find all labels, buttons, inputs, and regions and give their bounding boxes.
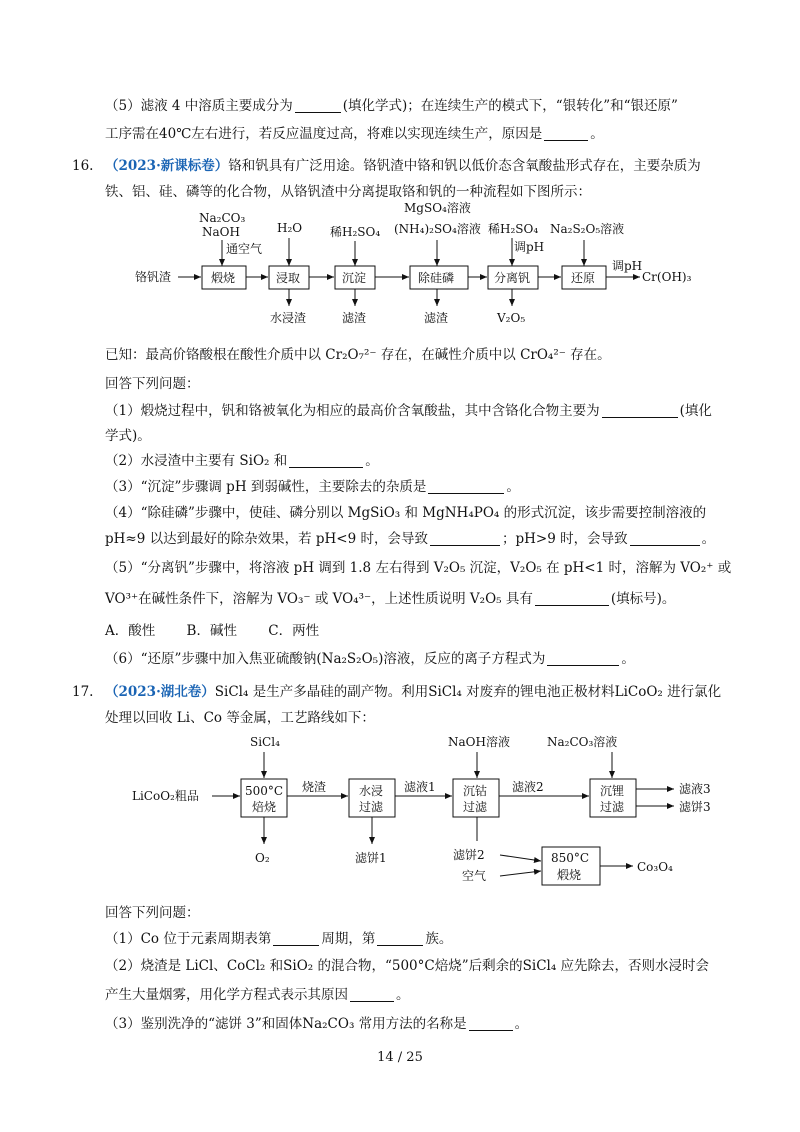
- q17-part1: （1）Co 位于元素周期表第 周期，第 族。: [105, 931, 453, 947]
- output-residue: 滤渣: [342, 311, 367, 325]
- q17-part2-cont: 产生大量烟雾，用化学方程式表示其原因 。: [105, 987, 410, 1003]
- page-number: 14 / 25: [377, 1050, 423, 1065]
- q16-part1-cont: 学式)。: [105, 428, 151, 444]
- step-label: 沉淀: [342, 271, 367, 285]
- input-na2co3: Na₂CO₃溶液: [547, 735, 618, 749]
- svg-text:过滤: 过滤: [359, 800, 384, 814]
- input-adjust-ph: 调pH: [514, 240, 545, 254]
- input-sicl4: SiCl₄: [250, 735, 280, 749]
- answer-blank[interactable]: [350, 987, 394, 1002]
- question-text: 铬和钒具有广泛用途。铬钒渣中铬和钒以低价态含氧酸盐形式存在，主要杂质为: [228, 158, 701, 174]
- svg-text:煅烧: 煅烧: [557, 868, 582, 882]
- output-cake2: 滤饼2: [453, 848, 485, 862]
- input-air: 通空气: [226, 242, 263, 256]
- input-mgso4: MgSO₄溶液: [404, 201, 471, 215]
- svg-text:850°C: 850°C: [551, 851, 590, 865]
- input-na2s2o5: Na₂S₂O₅溶液: [550, 222, 625, 236]
- q16-part4-cont: pH≈9 以达到最好的除杂效果，若 pH<9 时，会导致 ；pH>9 时，会导致 。: [105, 531, 716, 547]
- temperature-value: 40: [159, 126, 177, 142]
- step-label: 分离钒: [494, 271, 531, 285]
- input-dilute-h2so4: 稀H₂SO₄: [330, 225, 381, 239]
- q16-part1: （1）煅烧过程中，钒和铬被氧化为相应的最高价含氧酸盐，其中含铬化合物主要为 (填化: [105, 403, 712, 419]
- q16-part5-cont: VO³⁺在碱性条件下，溶解为 VO₃⁻ 或 VO₄³⁻，上述性质说明 V₂O₅ 具有 (填标号)。: [105, 591, 676, 607]
- input-h2o: H₂O: [277, 221, 303, 235]
- input-naoh: NaOH: [202, 225, 240, 239]
- svg-text:沉锂: 沉锂: [600, 784, 625, 798]
- step-label: 浸取: [276, 271, 301, 285]
- question-source: （2023·新课标卷）: [105, 158, 229, 174]
- output-residue: 滤渣: [424, 311, 449, 325]
- q16-intro-line2: 铁、铝、硅、磷等的化合物，从铬钒渣中分离提取铬和钒的一种流程如下图所示：: [105, 184, 591, 200]
- label-slag: 烧渣: [302, 780, 327, 794]
- q17-intro-line2: 处理以回收 Li、Co 等金属，工艺路线如下：: [105, 710, 375, 726]
- q16-part6: （6）“还原”步骤中加入焦亚硫酸钠(Na₂S₂O₅)溶液，反应的离子方程式为 。: [105, 651, 635, 667]
- q16-part2: （2）水浸渣中主要有 SiO₂ 和 。: [105, 453, 379, 469]
- label-adjust-ph: 调pH: [612, 259, 643, 273]
- start-licoo2: LiCoO₂粗品: [132, 789, 199, 803]
- step-label: 除硅磷: [418, 271, 455, 285]
- q16-part5: （5）“分离钒”步骤中，将溶液 pH 调到 1.8 左右得到 V₂O₅ 沉淀，V₂O₅ 在 pH<1 时，溶解为 VO₂⁺ 或: [105, 560, 732, 576]
- output-v2o5: V₂O₅: [497, 311, 526, 325]
- q15-text: (填化学式)；在连续生产的模式下，“银转化”和“银还原”: [342, 98, 678, 114]
- q17-intro-line1: 17. （2023·湖北卷）SiCl₄ 是生产多晶硅的副产物。利用SiCl₄ 对废弃的锂电池正极材料LiCoO₂ 进行氯化: [72, 684, 722, 700]
- product-co3o4: Co₃O₄: [637, 860, 673, 874]
- output-filtrate3: 滤液3: [679, 782, 711, 796]
- svg-text:过滤: 过滤: [600, 800, 625, 814]
- svg-text:沉钴: 沉钴: [463, 784, 488, 798]
- q15-text: （5）滤液 4 中溶质主要成分为: [105, 98, 293, 114]
- answer-blank[interactable]: [377, 931, 423, 946]
- svg-text:水浸: 水浸: [359, 784, 384, 798]
- input-naoh: NaOH溶液: [448, 735, 510, 749]
- output-cake3: 滤饼3: [679, 800, 711, 814]
- answer-options: A．酸性 B．碱性 C．两性: [105, 623, 320, 639]
- svg-text:焙烧: 焙烧: [252, 800, 277, 814]
- svg-text:500°C: 500°C: [245, 784, 284, 798]
- input-dilute-h2so4-2: 稀H₂SO₄: [488, 222, 539, 236]
- q15-text: ℃左右进行，若反应温度过高，将难以实现连续生产，原因是: [176, 126, 543, 142]
- q15-part5-line2: 工序需在40℃左右进行，若反应温度过高，将难以实现连续生产，原因是 。: [105, 126, 604, 142]
- output-cake1: 滤饼1: [355, 851, 387, 865]
- label-filtrate2: 滤液2: [512, 780, 544, 794]
- svg-text:过滤: 过滤: [463, 800, 488, 814]
- product-croh3: Cr(OH)₃: [642, 270, 692, 284]
- question-number: 17.: [72, 684, 94, 700]
- q17-part3: （3）鉴别洗净的“滤饼 3”和固体Na₂CO₃ 常用方法的名称是 。: [105, 1016, 529, 1032]
- q17-part2: （2）烧渣是 LiCl、CoCl₂ 和SiO₂ 的混合物，“500°C焙烧”后剩余的SiCl₄ 应先除去，否则水浸时会: [105, 958, 710, 974]
- q16-known: 已知：最高价铬酸根在酸性介质中以 Cr₂O₇²⁻ 存在，在碱性介质中以 CrO₄²⁻ 存在。: [105, 347, 611, 363]
- input-nh4so4: (NH₄)₂SO₄溶液: [394, 222, 481, 236]
- step-label: 煅烧: [211, 271, 236, 285]
- start-material: 铬钒渣: [135, 270, 172, 284]
- output-o2: O₂: [255, 851, 270, 865]
- answer-blank[interactable]: [273, 931, 319, 946]
- q16-answer-prompt: 回答下列问题：: [105, 376, 200, 392]
- answer-blank[interactable]: [469, 1016, 513, 1031]
- q16-part4: （4）“除硅磷”步骤中，使硅、磷分别以 MgSiO₃ 和 MgNH₄PO₄ 的形式沉淀，该步需要控制溶液的: [105, 505, 707, 521]
- q17-answer-prompt: 回答下列问题：: [105, 905, 200, 921]
- output-water-residue: 水浸渣: [270, 311, 307, 325]
- question-number: 16.: [72, 158, 94, 174]
- label-filtrate1: 滤液1: [404, 780, 436, 794]
- input-na2co3: Na₂CO₃: [199, 211, 246, 225]
- input-air: 空气: [462, 869, 487, 883]
- question-source: （2023·湖北卷）: [105, 684, 215, 700]
- q16-part3: （3）“沉淀”步骤调 pH 到弱碱性，主要除去的杂质是 。: [105, 479, 520, 495]
- step-label: 还原: [571, 271, 596, 285]
- q15-text: 工序需在: [105, 126, 159, 142]
